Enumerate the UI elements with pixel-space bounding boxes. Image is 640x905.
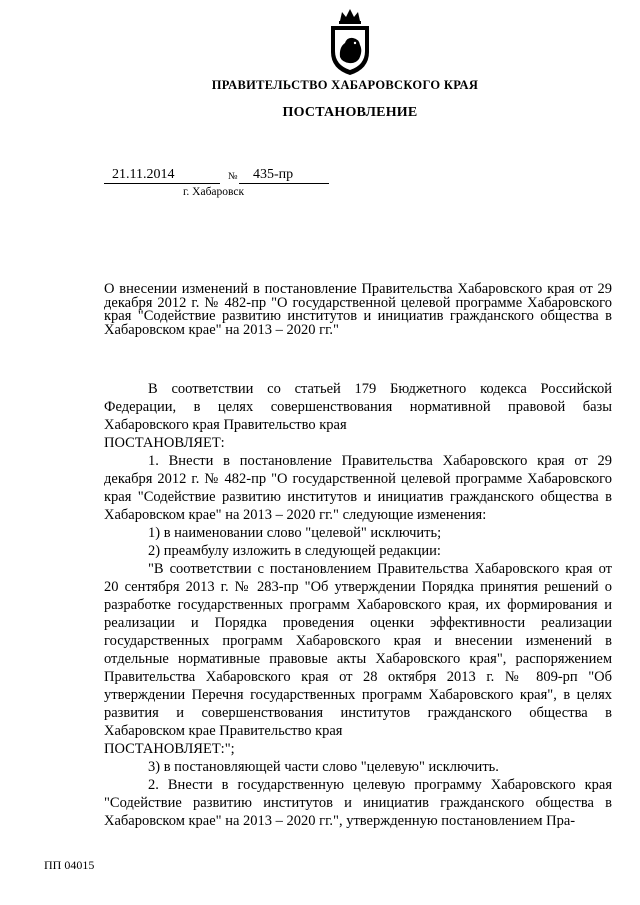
city-label: г. Хабаровск bbox=[183, 186, 245, 198]
document-body bbox=[104, 380, 612, 830]
body-paragraph: 1. Внести в постановление Правительства Хабаровского края от 29 декабря 2012 г. № 482-пр "О государственной целевой программе Хабаровского края "Содействие развитию институтов и инициатив гражданского общества в Хабаровском крае" на 2013 – 2020 гг." следующие изменения: bbox=[104, 453, 612, 523]
footer-code: ПП 04015 bbox=[44, 858, 95, 872]
body-paragraph: 1) в наименовании слово "целевой" исключить; bbox=[148, 525, 442, 541]
body-paragraph: ПОСТАНОВЛЯЕТ:"; bbox=[104, 741, 235, 757]
organization-title: ПРАВИТЕЛЬСТВО ХАБАРОВСКОГО КРАЯ bbox=[211, 78, 479, 92]
body-paragraph: 2. Внести в государственную целевую программу Хабаровского края "Содействие развитию институтов и инициатив гражданского общества в Хабаровском крае" на 2013 – 2020 гг.", утвержденную постановлением Пра- bbox=[104, 777, 612, 829]
document-date: 21.11.2014 bbox=[104, 166, 220, 184]
document-number: 435-пр bbox=[239, 166, 329, 184]
document-subject: О внесении изменений в постановление Правительства Хабаровского края от 29 декабря 2012 г. № 482-пр "О государственной целевой программе Хабаровского края "Содействие развитию институтов и инициатив гражданского общества в Хабаровском крае" на 2013 – 2020 гг." bbox=[104, 281, 612, 338]
body-paragraph: В соответствии со статьей 179 Бюджетного кодекса Российской Федерации, в целях совершенствования нормативной правовой базы Хабаровского края Правительство края bbox=[104, 381, 612, 433]
body-paragraph: 2) преамбулу изложить в следующей редакции: bbox=[148, 543, 441, 559]
document-type: ПОСТАНОВЛЕНИЕ bbox=[282, 105, 418, 120]
body-paragraph: "В соответствии с постановлением Правительства Хабаровского края от 20 сентября 2013 г. № 283-пр "Об утверждении Порядка принятия решений о разработке государственных программ Хабаровского края, их формирования и реализации и Порядка проведения оценки эффективности реализации государственных программ Хабаровского края и внесении изменений в отдельные нормативные правовые акты Хабаровского края", распоряжением Правительства Хабаровского края от 28 октября 2013 г. № 809-рп "Об утверждении Перечня государственных программ Хабаровского края", в целях развития и совершенствования институтов гражданского общества в Хабаровском крае Правительство края bbox=[104, 561, 612, 739]
body-paragraph: 3) в постановляющей части слово "целевую" исключить. bbox=[148, 759, 499, 775]
body-paragraph: ПОСТАНОВЛЯЕТ: bbox=[104, 435, 225, 451]
coat-of-arms-icon bbox=[329, 7, 371, 77]
number-sign: № bbox=[228, 171, 238, 182]
